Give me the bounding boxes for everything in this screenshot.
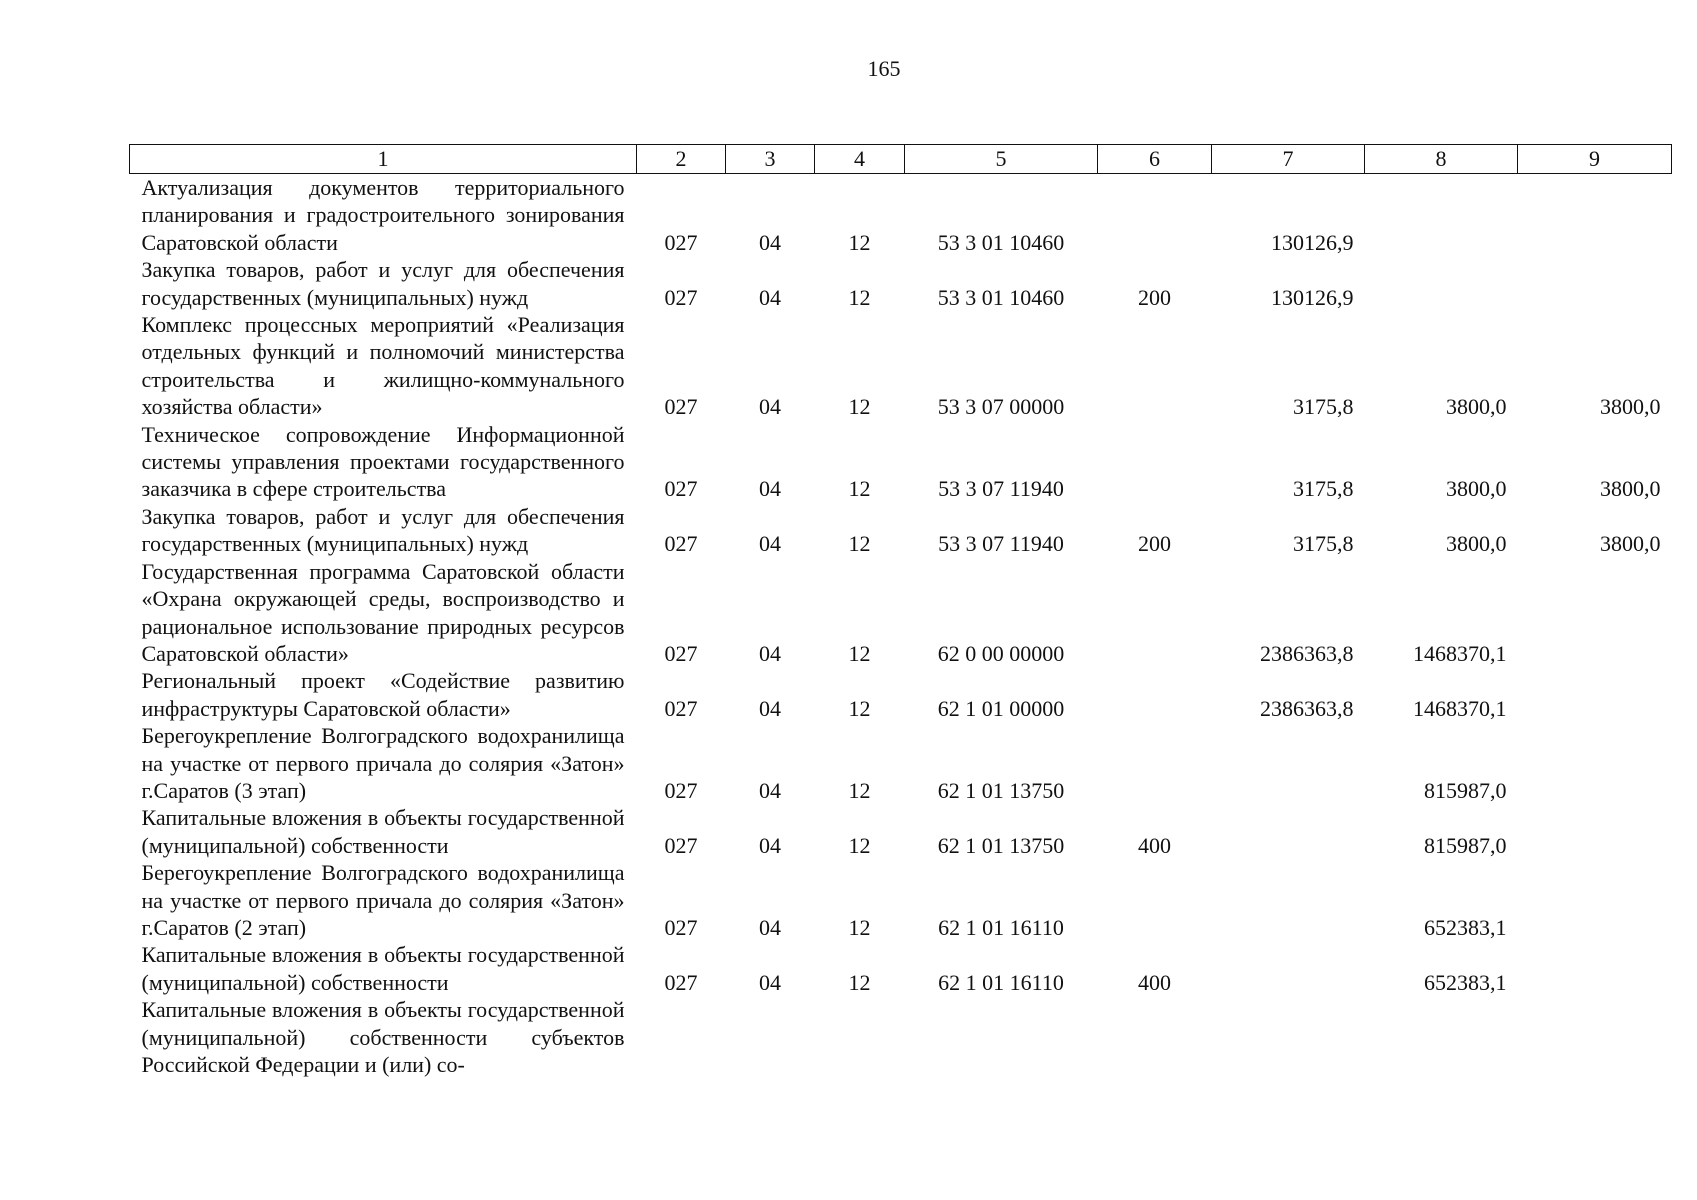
row-col-9 [1518,859,1672,941]
row-description: Капитальные вложения в объекты государственной (муниципальной) собственности [141,942,625,995]
row-col-3: 04 [759,695,781,721]
row-col-6 [1098,174,1212,257]
row-col-9 [1518,558,1672,668]
row-col-9 [1518,722,1672,804]
table-row [130,996,1672,1078]
row-col-4: 12 [848,531,871,557]
row-col-2: 027 [664,914,698,940]
row-col-4: 12 [848,969,871,995]
header-row [130,145,1672,174]
row-description: Берегоукрепление Волгоградского водохранилища на участке от первого причала до солярия «Затон» г.Саратов (2 этап) [141,860,625,940]
row-col-4: 12 [848,695,871,721]
row-col-2: 027 [664,695,698,721]
row-col-6 [1098,667,1212,722]
row-col-4: 12 [848,284,871,310]
row-col-2: 027 [664,394,698,420]
row-col-4: 12 [848,640,871,666]
row-col-6: 400 [1138,832,1171,858]
row-col-3: 04 [759,476,781,502]
row-col-5: 53 3 07 00000 [937,394,1065,420]
row-col-8: 815987,0 [1424,777,1507,803]
row-col-8: 3800,0 [1446,394,1507,420]
row-description: Закупка товаров, работ и услуг для обеспечения государственных (муниципальных) нужд [141,257,625,310]
table-row [130,256,1672,311]
row-col-7: 3175,8 [1293,531,1354,557]
row-col-5: 62 1 01 13750 [937,832,1065,858]
header-col-1: 1 [130,145,637,174]
row-col-4: 12 [848,229,871,255]
row-col-7 [1212,996,1365,1078]
row-col-4: 12 [848,914,871,940]
row-col-8 [1365,174,1518,257]
row-col-8: 1468370,1 [1413,695,1507,721]
row-col-7 [1212,804,1365,859]
page-number: 165 [867,56,901,81]
row-col-3: 04 [759,394,781,420]
row-col-6: 400 [1138,969,1171,995]
row-col-9: 3800,0 [1600,531,1661,557]
row-col-8: 3800,0 [1446,531,1507,557]
row-col-3: 04 [759,229,781,255]
table-row [130,503,1672,558]
row-description: Берегоукрепление Волгоградского водохранилища на участке от первого причала до солярия «Затон» г.Саратов (3 этап) [141,723,625,803]
row-col-8: 652383,1 [1424,969,1507,995]
header-col-5: 5 [905,145,1098,174]
header-col-9: 9 [1518,145,1672,174]
row-col-8: 3800,0 [1446,476,1507,502]
row-col-9 [1518,941,1672,996]
row-col-3: 04 [759,640,781,666]
row-col-5: 53 3 07 11940 [938,531,1064,557]
row-col-3: 04 [759,914,781,940]
row-col-2: 027 [664,531,698,557]
row-col-8 [1365,996,1518,1078]
row-col-7: 3175,8 [1293,394,1354,420]
header-col-6: 6 [1098,145,1212,174]
row-col-3: 04 [759,531,781,557]
row-col-6 [1098,996,1212,1078]
row-col-6 [1098,722,1212,804]
row-description: Государственная программа Саратовской области «Охрана окружающей среды, воспроизводство и рациональное использование природных ресурсов Саратовской области» [141,558,625,666]
table-row [130,174,1672,257]
row-col-7 [1212,859,1365,941]
table-body [130,174,1672,1079]
row-description: Комплекс процессных мероприятий «Реализация отдельных функций и полномочий министерства строительства и жилищно-коммунального хозяйства области» [141,312,625,420]
row-col-4: 12 [848,777,871,803]
row-description: Капитальные вложения в объекты государственной (муниципальной) собственности субъектов Российской Федерации и (или) со- [141,997,625,1077]
row-col-7 [1212,722,1365,804]
row-description: Актуализация документов территориального планирования и градостроительного зонирования Саратовской области [141,175,625,255]
row-col-2: 027 [664,229,698,255]
row-col-2: 027 [664,284,698,310]
row-col-4: 12 [848,832,871,858]
row-col-8: 1468370,1 [1413,640,1507,666]
row-col-3: 04 [759,832,781,858]
row-col-5: 62 1 01 00000 [937,695,1065,721]
row-col-5: 53 3 07 11940 [938,476,1064,502]
header-col-3: 3 [726,145,815,174]
header-col-2: 2 [637,145,726,174]
row-col-5: 62 0 00 00000 [937,640,1065,666]
table-row [130,311,1672,421]
row-col-3: 04 [759,284,781,310]
row-col-4: 12 [848,394,871,420]
row-col-7: 130126,9 [1271,229,1354,255]
row-col-9 [1518,667,1672,722]
row-col-4 [815,996,905,1078]
table-row [130,421,1672,503]
header-col-8: 8 [1365,145,1518,174]
row-col-2: 027 [664,640,698,666]
table-row [130,804,1672,859]
row-description: Капитальные вложения в объекты государственной (муниципальной) собственности [141,805,625,858]
row-description: Техническое сопровождение Информационной системы управления проектами государственного заказчика в сфере строительства [141,421,625,502]
row-col-5: 53 3 01 10460 [937,284,1065,310]
header-col-4: 4 [815,145,905,174]
row-col-8: 652383,1 [1424,914,1507,940]
row-col-9 [1518,804,1672,859]
row-col-6 [1098,311,1212,421]
row-col-6 [1098,558,1212,668]
row-col-7: 3175,8 [1293,476,1354,502]
row-col-7: 130126,9 [1271,284,1354,310]
row-col-9 [1518,256,1672,311]
row-description: Закупка товаров, работ и услуг для обеспечения государственных (муниципальных) нужд [141,503,625,557]
row-col-2: 027 [664,476,698,502]
table-row [130,941,1672,996]
row-col-6: 200 [1138,531,1171,557]
table-header [130,145,1672,174]
row-col-3: 04 [759,777,781,803]
row-col-5 [905,996,1098,1078]
row-col-8: 815987,0 [1424,832,1507,858]
header-col-7: 7 [1212,145,1365,174]
row-col-3: 04 [759,969,781,995]
row-col-2: 027 [664,777,698,803]
budget-table [129,144,1672,1078]
row-col-6 [1098,859,1212,941]
row-col-5: 53 3 01 10460 [937,229,1065,255]
row-description: Региональный проект «Содействие развитию инфраструктуры Саратовской области» [141,668,625,721]
table-row [130,722,1672,804]
row-col-7: 2386363,8 [1260,640,1354,666]
row-col-7: 2386363,8 [1260,695,1354,721]
row-col-5: 62 1 01 16110 [938,914,1064,940]
row-col-7 [1212,941,1365,996]
table-row [130,859,1672,941]
table-row [130,558,1672,668]
row-col-3 [726,996,815,1078]
row-col-5: 62 1 01 16110 [938,969,1064,995]
row-col-5: 62 1 01 13750 [937,777,1065,803]
row-col-9 [1518,996,1672,1078]
row-col-2: 027 [664,832,698,858]
row-col-2: 027 [664,969,698,995]
row-col-9 [1518,174,1672,257]
row-col-9: 3800,0 [1600,476,1661,502]
row-col-6 [1098,421,1212,503]
row-col-4: 12 [848,476,871,502]
table-row [130,667,1672,722]
row-col-8 [1365,256,1518,311]
row-col-9: 3800,0 [1600,394,1661,420]
row-col-2 [637,996,726,1078]
row-col-6: 200 [1138,284,1171,310]
